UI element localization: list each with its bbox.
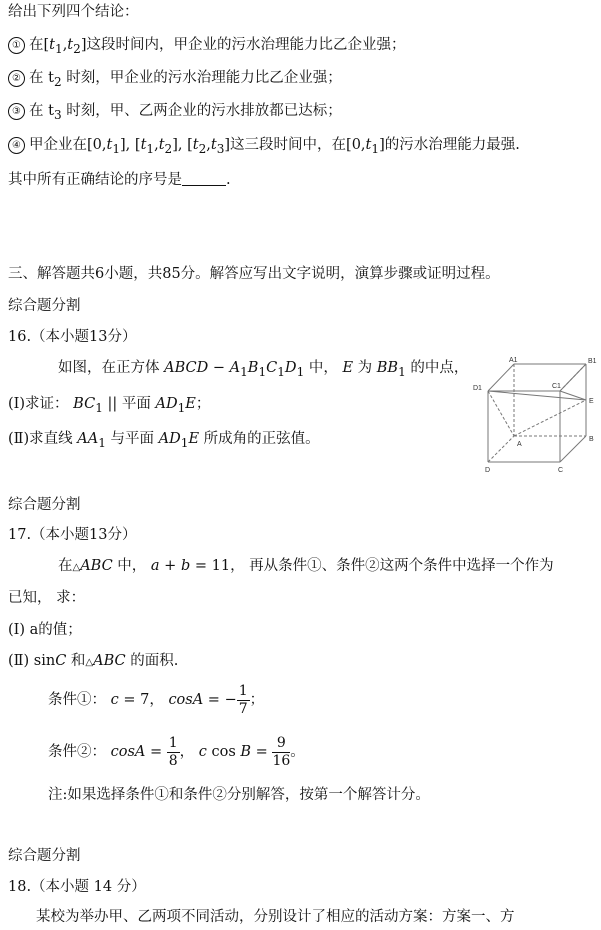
- label-C1: C1: [552, 383, 561, 390]
- q17-part-2: (Ⅱ) sinC 和△ABC 的面积.: [8, 653, 179, 669]
- q17-given: 已知， 求：: [8, 590, 86, 606]
- answer-blank: [182, 171, 226, 186]
- svg-text:E: [589, 398, 594, 405]
- intro-line: 给出下列四个结论：: [8, 4, 139, 20]
- divider-label-1: 综合题分割: [8, 298, 81, 314]
- svg-text:D1: [473, 385, 482, 392]
- q16-stem: 如图，在正方体 ABCD − $A_1B_1C_1D_1$ 中， E 为 $BB_1$ 的中点，: [58, 360, 469, 379]
- svg-text:B: [589, 436, 594, 443]
- question-17-header: 17.（本小题13分）: [8, 527, 137, 543]
- conclusion-3: ③ 在 $t_3$ 时刻，甲、乙两企业的污水排放都已达标；: [8, 101, 342, 125]
- conclusion-4: ④ 甲企业在$[0,t_1]$, $[t_1,t_2]$, $[t_2,t_3]$这三段时间中，在$[0,t_1]$的污水治理能力最强.: [8, 135, 520, 159]
- label-A: A: [517, 441, 522, 448]
- q16-part-2: (Ⅱ)求直线 $AA_1$ 与平面 $AD_1E$ 所成角的正弦值。: [8, 431, 320, 450]
- label-B1: B1: [588, 358, 597, 365]
- section-3-heading: 三、解答题共6小题，共85分。解答应写出文字说明，演算步骤或证明过程。: [8, 266, 500, 282]
- question-16-header: 16.（本小题13分）: [8, 329, 137, 345]
- conclusion-1: ① 在$[t_1,t_2]$这段时间内，甲企业的污水治理能力比乙企业强；: [8, 35, 405, 59]
- divider-label-3: 综合题分割: [8, 848, 81, 864]
- svg-text:B1: [588, 358, 597, 365]
- circle-number-3: ③: [8, 103, 25, 120]
- label-B: B: [589, 436, 594, 443]
- question-18-header: 18.（本小题 14 分）: [8, 879, 146, 895]
- fraction-1-8: $\frac{1}{8}$: [168, 734, 178, 769]
- svg-text:C: [558, 467, 563, 474]
- circle-number-2: ②: [8, 70, 25, 87]
- q17-note: 注:如果选择条件①和条件②分别解答，按第一个解答计分。: [48, 787, 430, 803]
- label-C: C: [558, 467, 564, 474]
- svg-text:C1: [552, 383, 561, 390]
- divider-label-2: 综合题分割: [8, 497, 81, 513]
- svg-text:A: [517, 441, 522, 448]
- q17-stem: 在△ABC 中， a + b = 11， 再从条件①、条件②这两个条件中选择一个作为: [58, 558, 554, 574]
- q16-part-1: (Ⅰ)求证： $BC_1$ || 平面 $AD_1E$；: [8, 396, 211, 415]
- cube-figure: [472, 356, 598, 480]
- condition-1: 条件①： c = 7， cosA = − $\frac{1}{7}$ ；: [48, 682, 265, 717]
- fraction-9-16: $\frac{9}{16}$: [272, 734, 291, 769]
- conclusion-2: ② 在 $t_2$ 时刻，甲企业的污水治理能力比乙企业强；: [8, 68, 342, 92]
- svg-text:D: [485, 467, 490, 474]
- answer-prompt: 其中所有正确结论的序号是 .: [8, 172, 231, 188]
- circle-number-1: ①: [8, 37, 25, 54]
- q18-stem: 某校为举办甲、乙两项不同活动，分别设计了相应的活动方案：方案一、方: [36, 909, 515, 925]
- q17-part-1: (Ⅰ) a的值；: [8, 622, 82, 638]
- label-E: E: [589, 398, 594, 405]
- svg-text:A1: [509, 357, 518, 364]
- label-D1: D1: [473, 385, 482, 392]
- condition-2: 条件②： cosA = $\frac{1}{8}$ ， c cos B = $\frac{9}{16}$ 。: [48, 734, 305, 769]
- label-A1: A1: [509, 357, 518, 364]
- fraction-1-7: $\frac{1}{7}$: [238, 682, 248, 717]
- circle-number-4: ④: [8, 137, 25, 154]
- label-D: D: [485, 467, 491, 474]
